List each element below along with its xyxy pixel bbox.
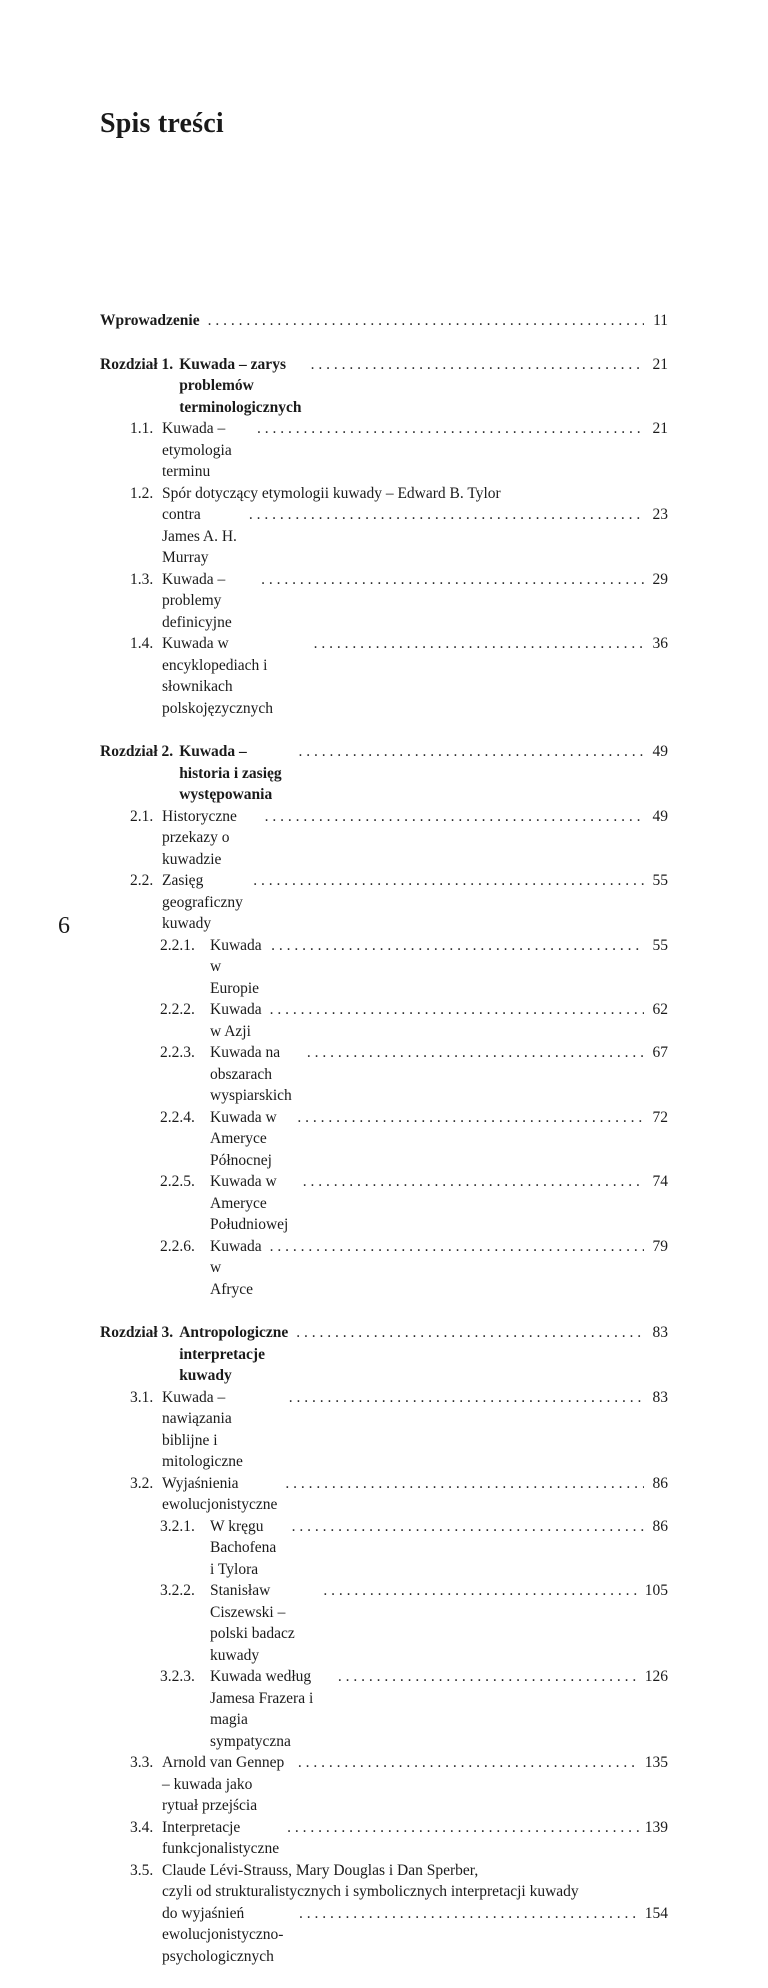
subsection-number: 2.2.2. bbox=[160, 1001, 195, 1018]
leader-dots bbox=[298, 741, 644, 763]
subsection-title: Stanisław Ciszewski – polski badacz kuwady bbox=[210, 1582, 295, 1664]
toc-page-number: 11 bbox=[653, 312, 668, 329]
section-title: Claude Lévi-Strauss, Mary Douglas i Dan Sperber, bbox=[162, 1861, 479, 1879]
leader-dots bbox=[296, 1322, 644, 1344]
section-number: 2.1. bbox=[130, 807, 154, 825]
page-title: Spis treści bbox=[100, 108, 224, 139]
section-title: Zasięg geograficzny kuwady bbox=[162, 872, 243, 932]
toc-entry[interactable] bbox=[100, 483, 668, 505]
toc-page-number: 23 bbox=[652, 506, 668, 523]
leader-dots bbox=[299, 1903, 639, 1925]
toc-page-number: 79 bbox=[652, 1237, 668, 1255]
toc-page-number: 86 bbox=[652, 1474, 668, 1492]
toc-entry[interactable] bbox=[100, 806, 668, 871]
toc-page-number: 139 bbox=[644, 1818, 668, 1836]
toc-subentry[interactable] bbox=[100, 935, 668, 1000]
section-title: Wyjaśnienia ewolucjonistyczne bbox=[162, 1474, 278, 1513]
subsection-number: 2.2.1. bbox=[160, 936, 195, 954]
toc-chapter-heading[interactable] bbox=[100, 741, 668, 806]
subsection-title: W kręgu Bachofena i Tylora bbox=[210, 1517, 277, 1578]
section-title-continuation: do wyjaśnień ewolucjonistyczno-psychologicznych bbox=[162, 1904, 284, 1965]
leader-dots bbox=[253, 870, 644, 892]
toc-entry[interactable] bbox=[100, 1860, 668, 1882]
toc-page-number: 72 bbox=[652, 1108, 668, 1126]
subsection-title: Kuwada według Jamesa Frazera i magia sympatyczna bbox=[210, 1668, 314, 1750]
toc-entry-intro[interactable] bbox=[100, 310, 668, 332]
toc-page-number: 74 bbox=[652, 1173, 668, 1190]
leader-dots bbox=[297, 1107, 644, 1129]
subsection-number: 2.2.3. bbox=[160, 1044, 195, 1061]
toc-entry-continuation[interactable] bbox=[100, 504, 668, 569]
toc-chapter-heading[interactable] bbox=[100, 1322, 668, 1387]
leader-dots bbox=[289, 1387, 644, 1409]
section-number: 3.5. bbox=[130, 1861, 154, 1879]
toc-entry[interactable] bbox=[100, 870, 668, 935]
leader-dots bbox=[285, 1473, 644, 1495]
toc-entry-title: Wprowadzenie bbox=[100, 312, 200, 329]
leader-dots bbox=[270, 1236, 644, 1258]
leader-dots bbox=[270, 999, 644, 1021]
toc-page-number: 86 bbox=[652, 1517, 668, 1535]
subsection-number: 3.2.3. bbox=[160, 1668, 195, 1685]
toc-page-number: 21 bbox=[652, 420, 668, 437]
toc-page-number: 67 bbox=[652, 1044, 668, 1061]
chapter-title: Kuwada – zarys problemów terminologicznych bbox=[179, 355, 302, 416]
toc-page-number: 135 bbox=[644, 1754, 668, 1771]
section-title: Kuwada – etymologia terminu bbox=[162, 420, 232, 480]
subsection-title: Kuwada w Ameryce Północnej bbox=[210, 1108, 277, 1169]
section-title-continuation: czyli od strukturalistycznych i symbolicznych interpretacji kuwady bbox=[162, 1883, 579, 1900]
toc-page-number: 105 bbox=[644, 1582, 668, 1599]
toc-page-number: 36 bbox=[652, 635, 668, 652]
section-title: Kuwada w encyklopediach i słownikach polskojęzycznych bbox=[162, 635, 274, 717]
table-of-contents bbox=[100, 310, 668, 1988]
chapter-number: Rozdział 3. bbox=[100, 1324, 174, 1341]
toc-page-number: 49 bbox=[652, 807, 668, 825]
toc-entry[interactable] bbox=[100, 633, 668, 719]
toc-entry-continuation[interactable] bbox=[100, 1903, 668, 1968]
toc-subentry[interactable] bbox=[100, 1171, 668, 1236]
toc-page-number: 55 bbox=[652, 936, 668, 954]
toc-subentry[interactable] bbox=[100, 1666, 668, 1752]
chapter-number: Rozdział 2. bbox=[100, 743, 174, 760]
toc-subentry[interactable] bbox=[100, 1516, 668, 1581]
toc-entry[interactable] bbox=[100, 418, 668, 483]
leader-dots bbox=[249, 504, 644, 526]
leader-dots bbox=[257, 418, 644, 440]
leader-dots bbox=[307, 1042, 644, 1064]
leader-dots bbox=[314, 633, 644, 655]
section-number: 2.2. bbox=[130, 872, 154, 889]
toc-page-number: 154 bbox=[644, 1904, 668, 1922]
section-title: Kuwada – nawiązania biblijne i mitologiczne bbox=[162, 1388, 243, 1470]
section-title-continuation: contra James A. H. Murray bbox=[162, 506, 237, 566]
section-number: 3.1. bbox=[130, 1388, 154, 1406]
toc-subentry[interactable] bbox=[100, 1107, 668, 1172]
section-number: 3.4. bbox=[130, 1818, 154, 1836]
toc-page-number: 83 bbox=[652, 1388, 668, 1406]
section-title: Spór dotyczący etymologii kuwady – Edward B. Tylor bbox=[162, 484, 501, 502]
toc-page-number: 49 bbox=[652, 743, 668, 760]
chapter-title: Antropologiczne interpretacje kuwady bbox=[179, 1324, 289, 1384]
toc-entry[interactable] bbox=[100, 1387, 668, 1473]
toc-chapter-3 bbox=[100, 1322, 668, 1967]
leader-dots bbox=[292, 1516, 644, 1538]
leader-dots bbox=[271, 935, 644, 957]
subsection-number: 2.2.5. bbox=[160, 1173, 195, 1190]
section-title: Interpretacje funkcjonalistyczne bbox=[162, 1818, 280, 1857]
section-title: Kuwada – problemy definicyjne bbox=[162, 570, 232, 631]
subsection-number: 3.2.1. bbox=[160, 1517, 195, 1535]
toc-page-number: 55 bbox=[652, 872, 668, 889]
toc-page-number: 83 bbox=[652, 1324, 668, 1341]
chapter-title: Kuwada – historia i zasięg występowania bbox=[179, 743, 282, 803]
toc-chapter-1 bbox=[100, 354, 668, 720]
leader-dots bbox=[287, 1817, 639, 1839]
subsection-number: 3.2.2. bbox=[160, 1582, 195, 1599]
section-number: 1.1. bbox=[130, 420, 154, 437]
toc-chapter-heading[interactable] bbox=[100, 354, 668, 419]
section-number: 1.2. bbox=[130, 484, 154, 502]
toc-subentry[interactable] bbox=[100, 1042, 668, 1107]
toc-chapter-2 bbox=[100, 741, 668, 1300]
folio-page-number: 6 bbox=[58, 913, 70, 939]
subsection-number: 2.2.6. bbox=[160, 1237, 195, 1255]
toc-entry[interactable] bbox=[100, 1817, 668, 1860]
section-title: Arnold van Gennep – kuwada jako rytuał przejścia bbox=[162, 1754, 285, 1814]
toc-subentry[interactable] bbox=[100, 1580, 668, 1666]
leader-dots bbox=[298, 1752, 639, 1774]
leader-dots bbox=[265, 806, 644, 828]
leader-dots bbox=[338, 1666, 639, 1688]
leader-dots bbox=[261, 569, 644, 591]
toc-entry-continuation[interactable] bbox=[100, 1881, 668, 1903]
subsection-title: Kuwada w Azji bbox=[210, 1001, 262, 1040]
section-number: 3.2. bbox=[130, 1474, 154, 1492]
subsection-title: Kuwada w Afryce bbox=[210, 1237, 262, 1298]
leader-dots bbox=[323, 1580, 638, 1602]
section-number: 1.3. bbox=[130, 570, 154, 588]
subsection-number: 2.2.4. bbox=[160, 1108, 195, 1126]
toc-entry[interactable] bbox=[100, 569, 668, 634]
section-number: 3.3. bbox=[130, 1754, 154, 1771]
toc-entry[interactable] bbox=[100, 1752, 668, 1817]
leader-dots bbox=[208, 310, 644, 332]
toc-intro-section bbox=[100, 310, 668, 332]
leader-dots bbox=[311, 354, 644, 376]
toc-page-number: 29 bbox=[652, 570, 668, 588]
subsection-title: Kuwada na obszarach wyspiarskich bbox=[210, 1044, 292, 1104]
chapter-number: Rozdział 1. bbox=[100, 355, 174, 373]
toc-entry[interactable] bbox=[100, 1473, 668, 1516]
toc-subentry[interactable] bbox=[100, 999, 668, 1042]
section-title: Historyczne przekazy o kuwadzie bbox=[162, 807, 237, 868]
leader-dots bbox=[303, 1171, 644, 1193]
subsection-title: Kuwada w Europie bbox=[210, 936, 262, 997]
subsection-title: Kuwada w Ameryce Południowej bbox=[210, 1173, 289, 1233]
toc-page-number: 62 bbox=[652, 1001, 668, 1018]
section-number: 1.4. bbox=[130, 635, 154, 652]
toc-page-number: 126 bbox=[644, 1668, 668, 1685]
toc-page-number: 21 bbox=[652, 355, 668, 373]
toc-subentry[interactable] bbox=[100, 1236, 668, 1301]
